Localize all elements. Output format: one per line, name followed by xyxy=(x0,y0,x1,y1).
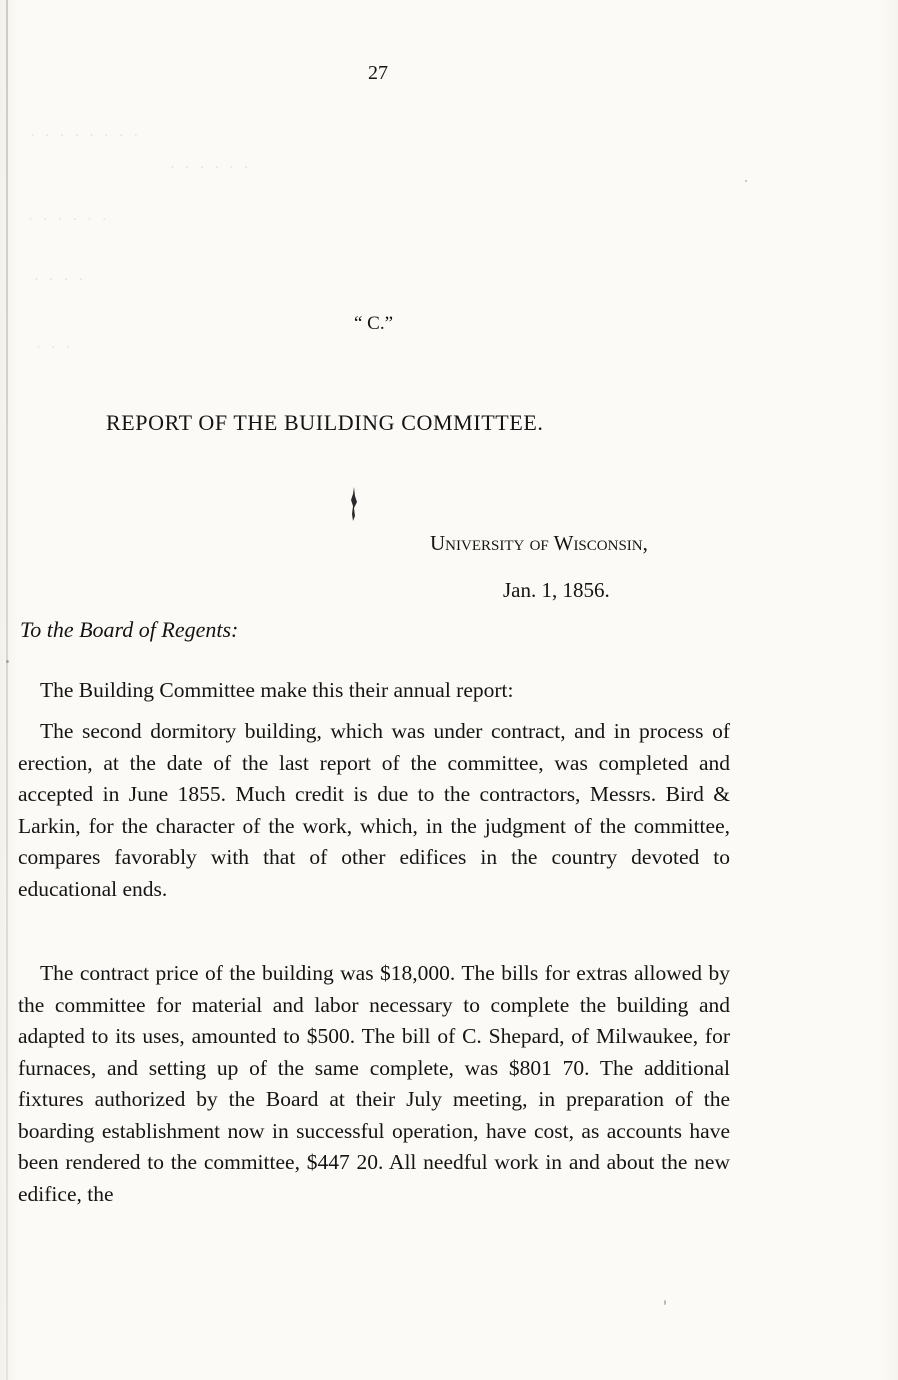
paragraph-costs: The contract price of the building was $18,000. The bills for extras allowed by the committee for material and labor necessary to complete the building and adapted to its uses, amounted to $500. The bill of C. Shepard, of Milwaukee, for furnaces, and setting up of the same complete, was $801 70. The additional fixtures authorized by the Board at their July meeting, in preparation of the boarding establishment now in successful operation, have cost, as accounts have been rendered to the committee, $447 20. All needful work in and about the new edifice, the xyxy=(18,961,730,1206)
paragraph-dormitory: The second dormitory building, which was under contract, and in process of erection, at the date of the last report of the committee, was completed and accepted in June 1855. Much credit is due to the contractors, Messrs. Bird & Larkin, for the character of the work, which, in the judgment of the committee, compares favorably with that of other edifices in the country devoted to educational ends. xyxy=(18,719,730,901)
paragraph-intro: The Building Committee make this their annual report: xyxy=(40,678,514,702)
bleed-through-texture: · · · · · · · · xyxy=(30,128,142,144)
dateline-date: Jan. 1, 1856. xyxy=(503,578,610,602)
bleed-through-texture: · · · · · · xyxy=(170,160,252,176)
bleed-through-texture: · · · · xyxy=(34,272,87,288)
page-edge-shadow xyxy=(6,0,8,1380)
report-title: REPORT OF THE BUILDING COMMITTEE. xyxy=(106,410,544,435)
appendix-label: “ C.” xyxy=(354,313,394,334)
ink-speck xyxy=(745,180,747,182)
salutation: To the Board of Regents: xyxy=(20,617,239,642)
page-number: 27 xyxy=(368,62,388,84)
bleed-through-texture: · · · · · · xyxy=(28,212,110,228)
bleed-through-texture: · · · xyxy=(36,340,74,356)
ink-speck xyxy=(6,660,9,663)
ornament-mark xyxy=(349,486,359,522)
dateline-place: University of Wisconsin, xyxy=(430,531,648,555)
ink-speck xyxy=(664,1300,666,1305)
